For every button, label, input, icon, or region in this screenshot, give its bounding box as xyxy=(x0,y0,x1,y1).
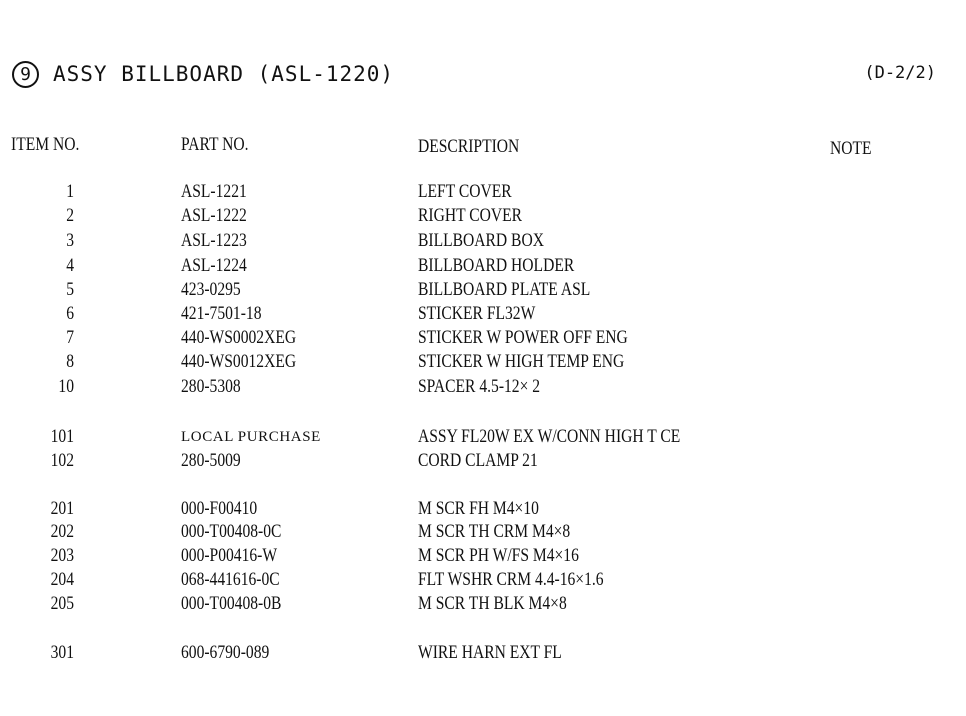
table-row xyxy=(0,279,966,303)
part-description: CORD CLAMP 21 xyxy=(418,450,538,471)
part-description: FLT WSHR CRM 4.4-16×1.6 xyxy=(418,569,604,590)
item-number: 301 xyxy=(50,642,74,663)
part-number: 280-5009 xyxy=(181,450,241,471)
item-number: 1 xyxy=(66,181,74,202)
part-number: 600-6790-089 xyxy=(181,642,270,663)
item-number: 6 xyxy=(66,303,74,324)
table-row xyxy=(0,426,966,450)
item-number: 102 xyxy=(50,450,74,471)
item-number: 202 xyxy=(50,521,74,542)
item-number: 7 xyxy=(66,327,74,348)
item-number: 5 xyxy=(66,279,74,300)
table-row xyxy=(0,327,966,351)
part-description: M SCR TH BLK M4×8 xyxy=(418,593,567,614)
item-number: 8 xyxy=(66,351,74,372)
part-description: WIRE HARN EXT FL xyxy=(418,642,562,663)
part-description: LEFT COVER xyxy=(418,181,512,202)
part-number: 421-7501-18 xyxy=(181,303,262,324)
item-number: 4 xyxy=(66,255,74,276)
part-description: RIGHT COVER xyxy=(418,205,523,226)
table-row xyxy=(0,376,966,400)
part-number: ASL-1224 xyxy=(181,255,247,276)
page-reference: (D-2/2) xyxy=(864,63,936,83)
part-number: 000-F00410 xyxy=(181,498,258,519)
item-number: 205 xyxy=(50,593,74,614)
section-number-badge: 9 xyxy=(12,61,39,88)
item-number: 204 xyxy=(50,569,74,590)
part-description: M SCR PH W/FS M4×16 xyxy=(418,545,579,566)
table-row xyxy=(0,255,966,279)
part-number: 440-WS0012XEG xyxy=(181,351,297,372)
table-row xyxy=(0,642,966,666)
table-row xyxy=(0,545,966,569)
item-number: 2 xyxy=(66,205,74,226)
table-row xyxy=(0,498,966,522)
header-description: DESCRIPTION xyxy=(418,136,520,157)
part-description: SPACER 4.5-12× 2 xyxy=(418,376,541,397)
table-row xyxy=(0,303,966,327)
part-number: 068-441616-0C xyxy=(181,569,280,590)
section-title-text: ASSY BILLBOARD (ASL-1220) xyxy=(53,62,395,86)
part-number: ASL-1222 xyxy=(181,205,247,226)
header-note: NOTE xyxy=(830,138,872,159)
table-row xyxy=(0,450,966,474)
item-number: 201 xyxy=(50,498,74,519)
part-number: ASL-1221 xyxy=(181,181,247,202)
table-row xyxy=(0,521,966,545)
table-row xyxy=(0,230,966,254)
part-number: 000-T00408-0C xyxy=(181,521,282,542)
table-row xyxy=(0,351,966,375)
part-number: 423-0295 xyxy=(181,279,241,300)
part-number: LOCAL PURCHASE xyxy=(181,429,321,445)
part-number: 440-WS0002XEG xyxy=(181,327,297,348)
part-number: 280-5308 xyxy=(181,376,241,397)
header-part-no: PART NO. xyxy=(181,134,249,155)
table-row xyxy=(0,593,966,617)
part-description: ASSY FL20W EX W/CONN HIGH T CE xyxy=(418,426,681,447)
part-number: ASL-1223 xyxy=(181,230,247,251)
header-item-no: ITEM NO. xyxy=(11,134,80,155)
item-number: 3 xyxy=(66,230,74,251)
part-description: STICKER FL32W xyxy=(418,303,536,324)
part-description: M SCR TH CRM M4×8 xyxy=(418,521,571,542)
part-description: M SCR FH M4×10 xyxy=(418,498,539,519)
part-number: 000-P00416-W xyxy=(181,545,278,566)
table-row xyxy=(0,181,966,205)
item-number: 10 xyxy=(58,376,74,397)
part-number: 000-T00408-0B xyxy=(181,593,282,614)
part-description: BILLBOARD BOX xyxy=(418,230,544,251)
table-row xyxy=(0,569,966,593)
part-description: BILLBOARD HOLDER xyxy=(418,255,575,276)
part-description: STICKER W POWER OFF ENG xyxy=(418,327,628,348)
item-number: 203 xyxy=(50,545,74,566)
part-description: BILLBOARD PLATE ASL xyxy=(418,279,591,300)
table-row xyxy=(0,205,966,229)
item-number: 101 xyxy=(50,426,74,447)
section-title xyxy=(12,58,394,90)
part-description: STICKER W HIGH TEMP ENG xyxy=(418,351,625,372)
